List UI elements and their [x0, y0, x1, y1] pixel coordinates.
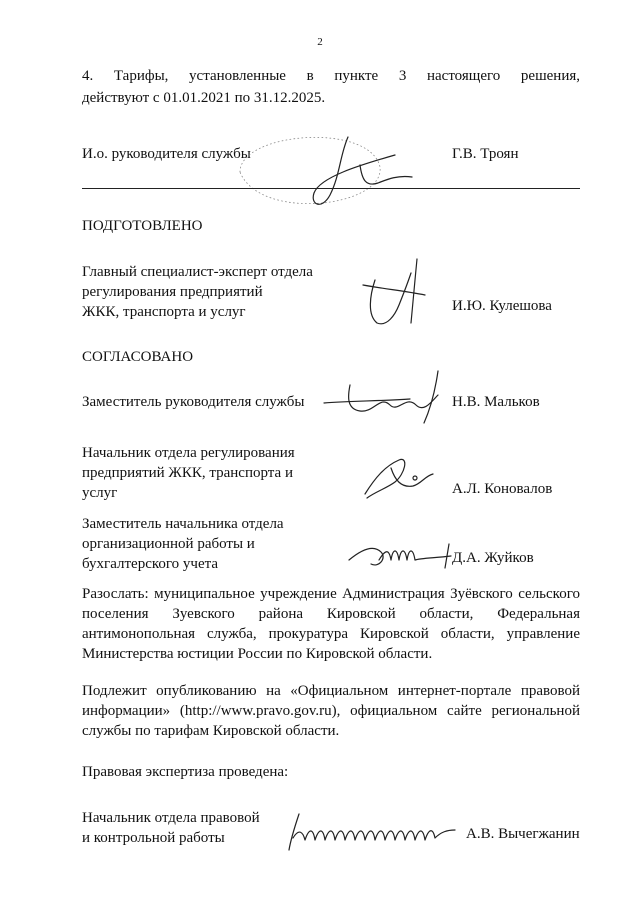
- signer-1-name: Н.В. Мальков: [452, 394, 540, 410]
- signature-malkov: [320, 365, 450, 430]
- signer-3-title-line: Заместитель начальника отдела: [82, 516, 284, 532]
- signer-2-title-line: Начальник отдела регулирования: [82, 445, 295, 461]
- signer-2-name: А.Л. Коновалов: [452, 481, 553, 497]
- signature-konovalov: [355, 448, 445, 508]
- publication-line: информации» (http://www.pravo.gov.ru), официальном сайте региональной: [82, 703, 580, 719]
- prepared-title: [82, 262, 313, 322]
- legal-title-line: и контрольной работы: [82, 830, 225, 846]
- prepared-title-line: регулирования предприятий: [82, 284, 263, 300]
- signature-kuleshova: [355, 255, 435, 330]
- distribution-block: [82, 584, 580, 664]
- page-number: 2: [317, 36, 323, 48]
- signer-3-title: [82, 514, 332, 574]
- signer-2-title-line: услуг: [82, 485, 118, 501]
- distribution-line: поселения Зуевского района Кировской области, Федеральная: [82, 606, 580, 622]
- signature-troyan: [300, 125, 420, 215]
- legal-heading: Правовая экспертиза проведена:: [82, 764, 289, 780]
- prepared-title-line: ЖКК, транспорта и услуг: [82, 304, 246, 320]
- head-name: Г.В. Троян: [452, 146, 519, 162]
- publication-line: Подлежит опубликованию на «Официальном интернет-портале правовой: [82, 683, 580, 699]
- distribution-line: антимонопольная служба, прокуратура Кировской области, управление: [82, 626, 580, 642]
- signer-3-name: Д.А. Жуйков: [452, 550, 534, 566]
- legal-name: А.В. Вычегжанин: [466, 826, 580, 842]
- agreed-heading: СОГЛАСОВАНО: [82, 349, 194, 365]
- legal-title-line: Начальник отдела правовой: [82, 810, 260, 826]
- signature-vychegzhanin: [285, 808, 460, 858]
- legal-title: [82, 808, 260, 848]
- signer-1-title: Заместитель руководителя службы: [82, 394, 305, 410]
- prepared-title-line: Главный специалист-эксперт отдела: [82, 264, 313, 280]
- publication-line: службы по тарифам Кировской области.: [82, 723, 340, 739]
- distribution-line: Министерства юстиции России по Кировской области.: [82, 646, 433, 662]
- signer-3-title-line: организационной работы и: [82, 536, 255, 552]
- head-title: И.о. руководителя службы: [82, 146, 251, 162]
- clause-4-line-2: действуют с 01.01.2021 по 31.12.2025.: [82, 90, 326, 106]
- distribution-line: Разослать: муниципальное учреждение Администрация Зуёвского сельского: [82, 586, 580, 602]
- prepared-heading: ПОДГОТОВЛЕНО: [82, 218, 203, 234]
- divider-line: [82, 188, 580, 189]
- signature-zhuikov: [345, 530, 455, 580]
- signer-2-title: [82, 443, 332, 503]
- signer-3-title-line: бухгалтерского учета: [82, 556, 219, 572]
- signer-2-title-line: предприятий ЖКК, транспорта и: [82, 465, 293, 481]
- prepared-name: И.Ю. Кулешова: [452, 298, 552, 314]
- clause-4-line-1: 4. Тарифы, установленные в пункте 3 настоящего решения,: [82, 68, 580, 84]
- publication-block: [82, 681, 580, 741]
